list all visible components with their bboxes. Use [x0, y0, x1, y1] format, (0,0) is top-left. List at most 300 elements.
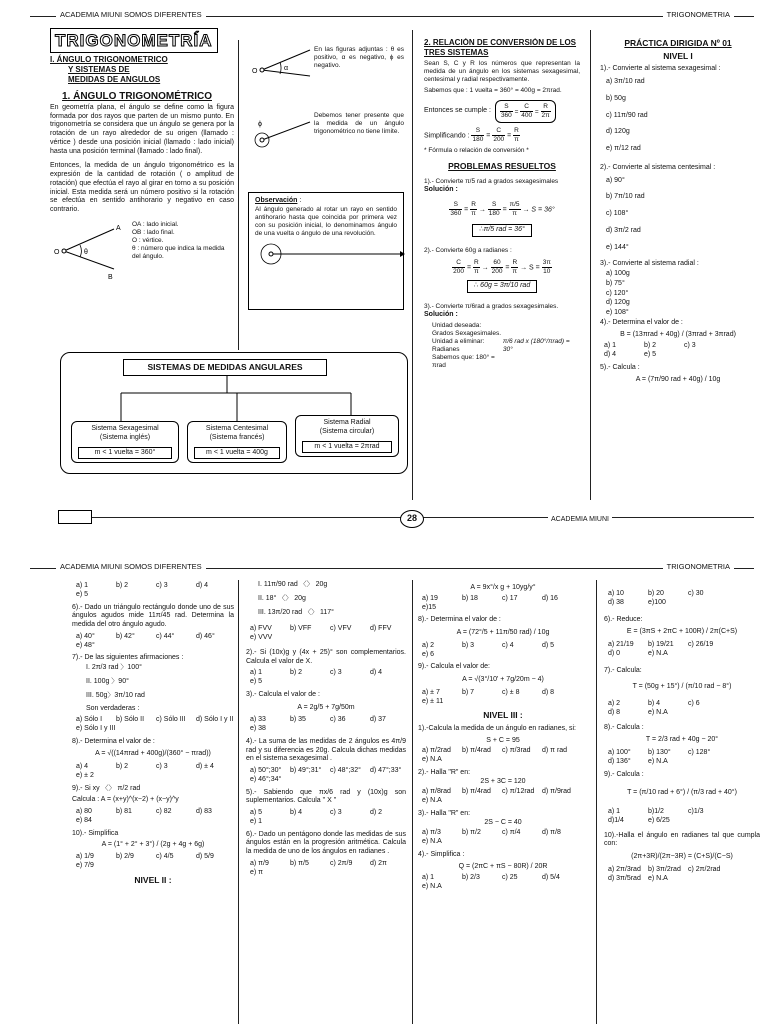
options-row [608, 590, 760, 608]
statement: III. 13π/20 rad 〈〉 117° [258, 608, 334, 616]
formula: (2π+3R)/(2π−3R) = (C+S)/(C−S) [631, 853, 733, 860]
option: a) 33 [250, 716, 266, 724]
label-phi: ϕ [258, 121, 262, 128]
subsection-heading: 1. ÁNGULO TRIGONOMÉTRICO [62, 91, 212, 103]
question-2: 2).- Si (10x)g y (4x + 25)° son complementarios. Calcula el valor de X. [246, 648, 406, 665]
system-equation: m < 1 vuelta = 400g [194, 447, 280, 460]
section-heading: I. ÁNGULO TRIGONOMETRICO [50, 55, 168, 65]
statement: III. 50g〉3π/10 rad [86, 691, 145, 699]
option: a) 1 [608, 808, 621, 815]
answer-item: b) 7π/10 rad [606, 193, 645, 201]
question-n3: 3).- Halla "R" en: [418, 809, 471, 817]
option: a) 40° [76, 632, 95, 640]
question-4: 4).- Determina el valor de : [600, 318, 683, 326]
option: b) π/4rad [462, 747, 491, 755]
option: b) 2/9 [116, 853, 134, 860]
option: b) π/4rad [462, 788, 491, 796]
option: d) 37 [370, 716, 386, 724]
option: a) 5 [250, 809, 263, 816]
question-n1: 1).-Calcula la medida de un ángulo en radianes, si: [418, 724, 576, 732]
observation-title: Observación [255, 197, 298, 204]
option: c) 82 [156, 808, 172, 815]
option: b) 3π/2rad [648, 865, 681, 873]
option: e) 5 [250, 678, 263, 685]
option: c) 17 [502, 594, 518, 602]
level-heading: NIVEL I [663, 50, 693, 61]
option: b) 2 [290, 669, 303, 677]
option: c) 6 [688, 700, 700, 707]
unit-item: • Sabemos que: 180° = πrad [432, 354, 503, 370]
definition-paragraph: En geometría plana, el ángulo se define como la figura formada por dos rayos que parten de un mismo punto. En trigonometría se considera que un ángulo se genera por la rotación de un rayo alrededor de su origen (llamado : vértice ) desde una posición inicial (llamado : lado inicial) hasta una posición terminal (llamado : lado final). [50, 103, 234, 155]
option: c) VFV [330, 625, 352, 633]
equation: 2S − C = 40 [484, 818, 522, 826]
options-row [608, 808, 760, 826]
answer-item: d) 3π/2 rad [606, 226, 641, 234]
option: a) 10 [608, 590, 624, 597]
option: e) 5 [644, 351, 657, 358]
option: e) ± 2 [76, 771, 94, 779]
option: b)1/2 [648, 808, 664, 815]
formula: A = 2g/5 + 7g/50m [297, 703, 355, 711]
option: a) 100° [608, 749, 631, 756]
option: b) 81 [116, 808, 132, 815]
formula: T = (50g + 15°) / (π/10 rad − 8°) [632, 683, 732, 691]
p2-column-4 [604, 588, 760, 1024]
option: a) π/2rad [422, 747, 451, 755]
result-1: ∴π/5 rad = 36° [472, 224, 532, 237]
unit-list [424, 322, 503, 371]
cumple-label: Entonces se cumple : [424, 106, 491, 114]
question-10: 10).-Halla el ángulo en radianes tal que cumpla con: [604, 831, 760, 848]
question-7: 7).- De las siguientes afirmaciones : [72, 654, 184, 662]
problem-3: 3).- Convierte π/6rad a grados sexagesimales. [424, 302, 559, 310]
option: e) VVV [250, 634, 273, 641]
option: a) 1 [422, 874, 435, 882]
option: c)1/3 [688, 808, 704, 815]
problem-2-work: $\frac{C}{200}$ = $\frac{R}{\pi}$ → $\frac{60}{200}$ = $\frac{R}{\pi}$ → S = $\frac{3\pi}{10}$ [453, 258, 551, 275]
option: d) 136° [608, 757, 631, 765]
options-row [250, 860, 406, 878]
conversion-vuelta: Sabemos que : 1 vuelta = 360° = 400g = 2πrad. [424, 87, 562, 95]
system-name: Sistema Radial [323, 419, 371, 426]
column-practice [600, 38, 756, 508]
option: c) 4 [502, 641, 514, 649]
option: c) ± 8 [502, 688, 520, 696]
question-5: 5).- Calcula : [600, 363, 640, 371]
options-row [250, 625, 406, 643]
page-number: 28 [400, 510, 424, 528]
option: d) 2 [370, 809, 383, 816]
question-8: 8).- Calcula : [604, 723, 644, 731]
option: b) 2 [116, 582, 129, 589]
option: d) 2π [370, 859, 387, 867]
option: d) 4 [370, 669, 383, 677]
answer-item: e) π/12 rad [606, 145, 641, 152]
option: b) 130° [648, 749, 671, 756]
option: e) π [250, 868, 263, 876]
answer-item: d) 120g [606, 299, 630, 307]
option: d) 83 [196, 808, 212, 815]
option: a) 19 [422, 594, 438, 602]
problem-3-work [424, 322, 580, 371]
option: c) 3 [330, 669, 342, 677]
header-academy: ACADEMIA MIUNI SOMOS DIFERENTES [56, 10, 206, 19]
option: e) N.A [648, 708, 668, 716]
option: c) 3 [156, 582, 168, 589]
option: c) π/12rad [502, 788, 535, 796]
question-6: 6).- Dado un pentágono donde las medidas de sus ángulos están en la progresión aritmética. Calcula la medida de uno de los ángulos en radianes . [246, 830, 406, 855]
options-row [422, 788, 588, 806]
system-alt: (Sistema circular) [319, 427, 375, 435]
column-figures [244, 40, 408, 340]
option: b) 18 [462, 594, 478, 602]
header-subject: TRIGONOMETRIA [663, 562, 734, 571]
option: b) π/5 [290, 859, 309, 867]
option: d) π/9rad [542, 788, 571, 796]
observation-text: Al ángulo generado al rotar un rayo en sentido antihorario hasta que coincida por primera vez con su posición inicial, lo denominamos ángulo de una vuelta o ángulo de una revolución. [255, 205, 397, 238]
option: c) 30 [688, 590, 704, 597]
option: d) 5/9 [196, 853, 214, 860]
option: a) 2 [608, 700, 621, 707]
option: c) π/4 [502, 829, 521, 837]
equation: 2S + 3C = 120 [480, 777, 526, 785]
question-10: 10).- Simplifica [72, 829, 119, 837]
practice-title: PRÁCTICA DIRIGIDA Nº 01 [624, 38, 732, 48]
option: d) 4 [604, 351, 617, 358]
question-n2: 2).- Halla "R" en: [418, 768, 471, 776]
option: a) 80 [76, 808, 92, 815]
formula: Q = (2πC + πS − 80R) / 20R [458, 862, 548, 870]
figure-alpha [244, 40, 408, 112]
options-row [604, 342, 756, 360]
legend-item: O : vértice. [132, 237, 164, 244]
question-8: 8).- Determina el valor de : [72, 737, 155, 745]
formula: A = (1° + 2° + 3°) / (2g + 4g + 6g) [101, 841, 205, 849]
option: d) 16 [542, 594, 558, 602]
options-row [608, 749, 760, 767]
option: d) 5 [542, 641, 555, 649]
systems-title: SISTEMAS DE MEDIDAS ANGULARES [123, 359, 327, 376]
page-footer [30, 513, 754, 530]
option: c) 4/5 [156, 853, 174, 860]
p2-column-2 [246, 580, 406, 1024]
option: e) N.A [648, 874, 668, 882]
option: c) 25 [502, 874, 518, 882]
options-row [422, 874, 588, 892]
option: e) N.A [648, 649, 668, 657]
system-radial [295, 415, 399, 457]
question-5: 5).- Sabiendo que πx/6 rad y (10x)g son suplementarios. Calcula " X " [246, 788, 406, 805]
problem-1: 1).- Convierte π/5 rad a grados sexagesimales [424, 177, 559, 185]
system-sexagesimal [71, 421, 179, 463]
option: e) N.A [648, 757, 668, 765]
option: b) Sólo II [116, 716, 145, 723]
problem-1-work: $\frac{S}{360}$ = $\frac{R}{\pi}$ → $\frac{S}{180}$ = $\frac{\pi/5}{\pi}$ → S = 36° [450, 200, 555, 217]
option: c) π/3rad [502, 747, 531, 755]
question-6: 6).- Reduce: [604, 615, 643, 623]
option: e) 48° [76, 641, 95, 649]
options-row [608, 641, 760, 659]
option: c) Sólo III [156, 716, 186, 723]
option: d) 8 [542, 688, 555, 696]
angle-diagram [52, 221, 122, 281]
question-8: 8).- Determina el valor de : [418, 616, 501, 624]
label-a: A [116, 224, 121, 232]
header-subject: TRIGONOMETRIA [663, 10, 734, 19]
measure-paragraph: Entonces, la medida de un ángulo trigonométrico es la expresión de la cantidad de rotación ( o amplitud de rotación) que efectúa el rayo al girar en torno a su posición inicial. Esta medida será un número positivo si la rotación se efectúa en sentido antihorario y negativo en caso contrario. [50, 162, 234, 213]
formula: A = √((14πrad + 400g)/(360° − πrad)) [95, 750, 211, 758]
option: b) 42° [116, 632, 135, 640]
system-equation: m < 1 vuelta = 360° [78, 447, 172, 460]
options-row [422, 829, 588, 847]
negative-angle-diagram [250, 46, 316, 96]
label-alpha: α [284, 65, 289, 72]
option: c) 48°;32° [330, 767, 361, 774]
footer-box [58, 510, 92, 524]
section-heading-2: Y SISTEMAS DE [68, 65, 130, 75]
angle-legend [132, 221, 234, 262]
option: d) 8 [608, 708, 621, 716]
question-n4: 4).- Simplifica : [418, 850, 465, 858]
option: d) 47°;33° [370, 767, 402, 774]
option: e) ± 11 [422, 697, 444, 705]
option: e) N.A [422, 756, 442, 764]
formula: A = 9x°/x g + 10yg/y° [470, 584, 536, 591]
label-theta: θ [84, 248, 88, 256]
equation: S + C = 95 [486, 736, 520, 744]
answer-item: b) 75° [606, 279, 625, 287]
label-o: O [252, 68, 258, 75]
legend-item: θ : número que indica la medida del ángulo. [132, 245, 225, 261]
question-4: 4).- La suma de las medidas de 2 ángulos es 4π/9 rad y su diferencia es 20g. Calcula dichas medidas en el sistema sexagesimal . [246, 737, 406, 763]
option: d) 38 [608, 598, 624, 606]
option: d) ± 4 [196, 763, 214, 770]
option: a) 1 [604, 342, 617, 350]
option: b) π/2 [462, 829, 481, 837]
option: c) 44° [156, 632, 175, 640]
options-row [422, 747, 588, 765]
formula: A = (72°/5 + 11π/50 rad) / 10g [456, 629, 550, 636]
option: a) 4 [76, 763, 89, 770]
answer-item: e) 108° [606, 309, 629, 316]
options-row [422, 642, 588, 660]
formula: A = √(3°/10' + 7g/20m − 4) [462, 676, 544, 683]
statement: I. 11π/90 rad 〈〉 20g [258, 581, 328, 588]
option: a) 1 [76, 582, 89, 589]
footer-label: ACADEMIA MIUNI [548, 516, 612, 525]
formula: Calcula : A = (x+y)^(x−2) + (x−y)^y [72, 796, 179, 804]
option: b) VFF [290, 625, 312, 633]
option: a) 1 [250, 669, 263, 677]
answer-item: a) 3π/10 rad [606, 78, 645, 85]
formula: E = (3πS + 2πC + 100R) / 2π(C+S) [626, 628, 738, 636]
option: d) π/8 [542, 829, 561, 837]
page-title: TRIGONOMETRÍA [50, 28, 218, 53]
option: d) FFV [370, 625, 392, 633]
option: e) Sólo I y III [76, 724, 116, 732]
option: d) 5/4 [542, 874, 560, 882]
answer-item: d) 120g [606, 128, 630, 136]
section-heading-3: MEDIDAS DE ANGULOS [68, 75, 161, 85]
option: d) 0 [608, 649, 621, 657]
solution-label: Solución : [424, 185, 458, 193]
option: e)15 [422, 603, 437, 611]
option: e) 84 [76, 816, 92, 824]
option: c) 26/19 [688, 641, 714, 648]
option: a) 1/9 [76, 853, 94, 860]
unit-item: • Unidad a eliminar: Radianes [432, 338, 503, 354]
answer-item: c) 120° [606, 289, 629, 297]
result-2: ∴ 60g = 3π/10 rad [467, 280, 537, 293]
option: a) 50°;30° [250, 767, 282, 774]
column-conversion [424, 38, 580, 508]
options-row [250, 716, 406, 734]
solution-label: Solución : [424, 310, 458, 318]
question-1: 1).- Convierte al sistema sexagesimal : [600, 65, 721, 73]
option: e) 1 [250, 817, 263, 825]
option: d) 46° [196, 632, 215, 640]
answer-item: a) 90° [606, 176, 625, 184]
label-o: O [54, 248, 60, 256]
option: b) 3 [462, 641, 475, 649]
option: e) N.A [422, 838, 442, 846]
option: a) π/3 [422, 829, 441, 837]
question-6: 6).- Dado un triángulo rectángulo donde uno de sus ángulos agudos mide 11π/45 rad. Determina la medida del otro ángulo agudo. [72, 603, 234, 628]
system-alt: (Sistema francés) [209, 433, 265, 441]
option: b) 4 [290, 809, 303, 816]
option: a) π/8rad [422, 788, 451, 796]
question-9: 9).- Si xy 〈〉 π/2 rad [72, 784, 141, 792]
option: c) 3 [156, 763, 168, 770]
question-3: 3).- Convierte al sistema radial : [600, 260, 699, 268]
formula: T = (π/10 rad + 6°) / (π/3 rad + 40°) [627, 789, 737, 797]
option: b) 2 [116, 763, 129, 770]
system-equation: m < 1 vuelta = 2πrad [302, 441, 392, 454]
options-row [422, 595, 588, 613]
option: e) N.A [422, 883, 442, 891]
option: a) 2 [422, 641, 435, 649]
option: b) 35 [290, 716, 306, 724]
option: b) 20 [648, 590, 664, 597]
revolution-diagram [255, 241, 405, 267]
system-name: Sistema Centesimal [205, 425, 269, 432]
option: b) 19/21 [648, 641, 674, 648]
option: b) 4 [648, 700, 661, 707]
system-name: Sistema Sexagesimal [91, 425, 159, 432]
option: b) 2 [644, 342, 657, 350]
answer-item: a) 100g [606, 270, 630, 277]
formula: T = 2/3 rad + 40g − 20° [645, 736, 719, 744]
p2-column-1 [72, 580, 234, 1024]
statement: I. 2π/3 rad 〉100° [86, 664, 142, 671]
answer-item: c) 11π/90 rad [606, 111, 648, 119]
answer-item: e) 144° [606, 243, 629, 251]
simplif-label: Simplificando : [424, 132, 470, 140]
options-row [76, 582, 234, 600]
options-row [76, 763, 234, 781]
option: d)1/4 [608, 816, 624, 824]
option: b) 2/3 [462, 874, 480, 882]
page-header [30, 562, 754, 574]
column-intro [50, 28, 234, 348]
option: d) 3π/5rad [608, 874, 641, 882]
systems-panel [60, 352, 408, 474]
option: e)100 [648, 598, 666, 606]
option: a) 21/19 [608, 641, 634, 648]
option: c) 2π/2rad [688, 865, 721, 873]
conversion-heading: 2. RELACIÓN DE CONVERSIÓN DE LOS TRES SISTEMAS [424, 38, 577, 57]
options-row [76, 716, 234, 734]
observation-box: Observación : Al ángulo generado al rotar un rayo en sentido antihorario hasta que coincida por primera vez con su posición inicial, lo denominamos ángulo de una vuelta o ángulo de una revolución. [248, 192, 404, 310]
option: a) FVV [250, 625, 272, 633]
header-academy: ACADEMIA MIUNI SOMOS DIFERENTES [56, 562, 206, 571]
legend-item: OA : lado inicial. [132, 220, 179, 228]
problem-2: 2).- Convierte 60g a radianes : [424, 246, 512, 254]
conversion-result: π/6 rad x (180°/πrad) = 30° [502, 337, 570, 353]
simplification: Simplificando : $\frac{S}{180}$ = $\frac{C}{200}$ = $\frac{R}{\pi}$ [424, 126, 519, 143]
option: a) ± 7 [422, 688, 440, 696]
option: b) 49°;31° [290, 767, 322, 774]
option: e) 46°;34° [250, 775, 282, 783]
option: e) 38 [250, 725, 266, 732]
options-row [250, 809, 406, 827]
option: a) Sólo I [76, 716, 103, 723]
legend-item: OB : lado final. [132, 228, 175, 236]
option: e) 5 [76, 590, 89, 598]
system-alt: (Sistema inglés) [99, 433, 151, 441]
question-9: 9).- Calcula : [604, 770, 644, 778]
formula: A = (7π/90 rad + 40g) / 10g [635, 375, 721, 383]
options-row [76, 633, 234, 651]
conversion-formula-box: $\frac{S}{360}$ = $\frac{C}{400}$ = $\frac{R}{2\pi}$ [495, 100, 556, 123]
question-2: 2).- Convierte al sistema centesimal : [600, 163, 716, 171]
formula: B = (13πrad + 40g) / (3πrad + 3πrad) [620, 330, 736, 338]
question-3: 3).- Calcula el valor de : [246, 690, 320, 698]
statement: II. 18° 〈〉 20g [258, 594, 306, 602]
figure-note: Debemos tener presente que la medida de un ángulo trigonométrico no tiene límite. [314, 112, 404, 136]
label-b: B [108, 273, 113, 281]
option: c) 36 [330, 716, 346, 724]
option: a) π/9 [250, 859, 269, 867]
conversion-cumple [424, 100, 580, 123]
options-row [608, 700, 760, 718]
level-heading: NIVEL II : [134, 874, 172, 885]
unit-item: • Unidad deseada: Grados Sexagesimales. [432, 322, 503, 338]
page-29 [0, 552, 768, 1024]
option: d) Sólo I y II [196, 716, 234, 723]
option: e) N.A [422, 797, 442, 805]
solved-problems-heading: PROBLEMAS RESUELTOS [448, 161, 556, 172]
statement-note: Son verdaderas : [86, 705, 140, 713]
rotation-diagram [250, 116, 316, 166]
option: d) 4 [196, 582, 209, 589]
figure-note: En las figuras adjuntas : θ es positivo, α es negativo, ϕ es negativo. [314, 46, 404, 70]
option: e) 6/25 [648, 816, 670, 824]
option: b) 7 [462, 688, 475, 696]
option: a) 2π/3rad [608, 865, 641, 873]
statement: II. 100g 〉90° [86, 677, 129, 685]
option: d) π rad [542, 747, 568, 755]
p2-column-3 [418, 582, 588, 1024]
level-heading: NIVEL III : [483, 710, 523, 721]
option: c) 128° [688, 749, 711, 756]
options-row [422, 689, 588, 707]
answer-item: c) 108° [606, 210, 629, 217]
question-7: 7).- Calcula: [604, 666, 642, 674]
system-centesimal [187, 421, 287, 463]
answer-item: b) 50g [606, 94, 626, 102]
option: e) 6 [422, 650, 435, 658]
